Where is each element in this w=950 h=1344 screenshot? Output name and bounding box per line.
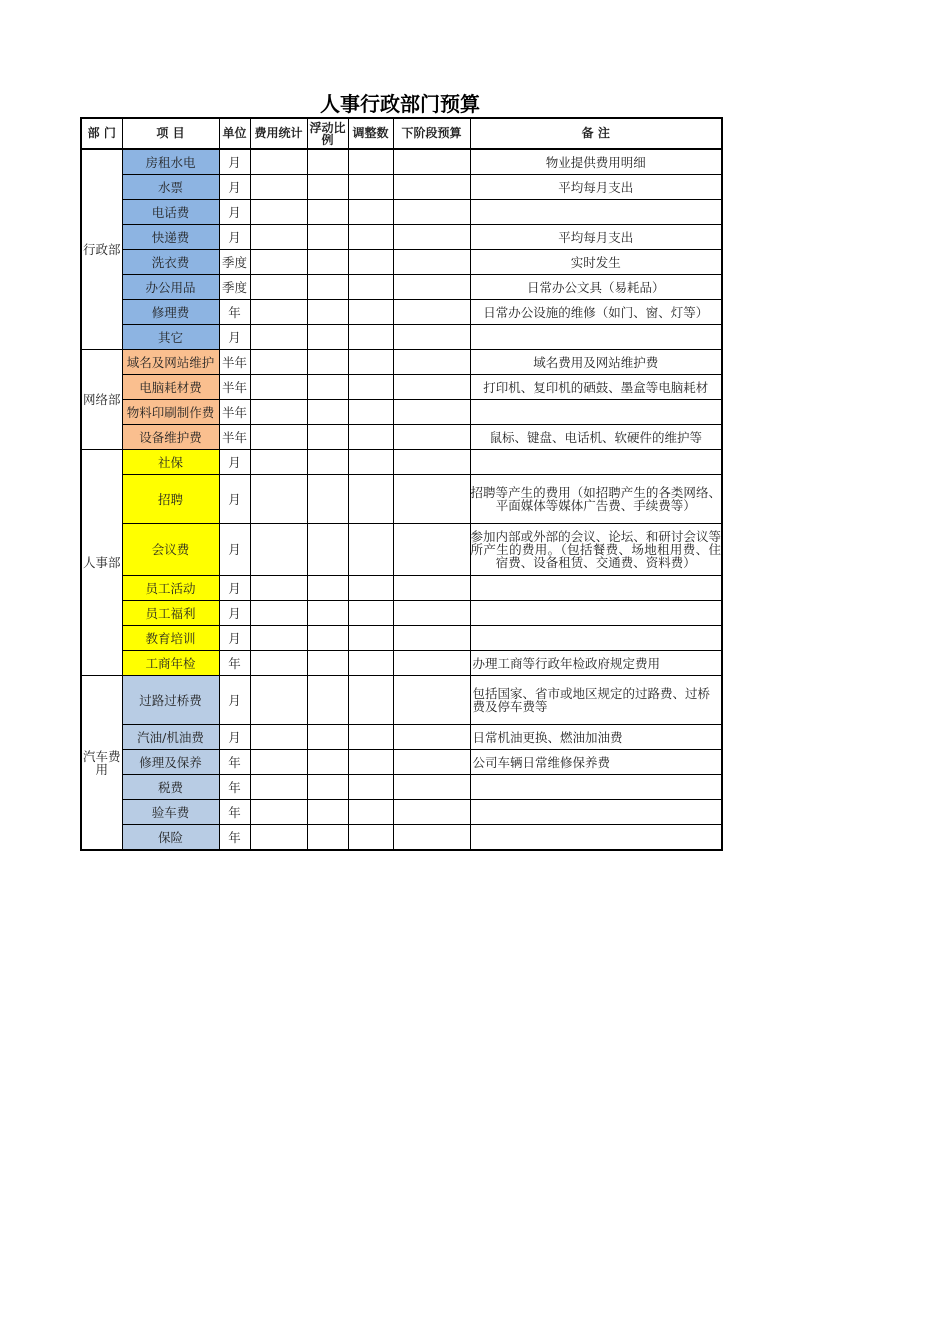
remark-cell[interactable]	[470, 325, 722, 350]
cost-cell[interactable]	[250, 300, 307, 325]
adjust-cell[interactable]	[348, 576, 393, 601]
ratio-cell[interactable]	[307, 800, 348, 825]
remark-cell[interactable]	[470, 825, 722, 851]
item-cell[interactable]: 税费	[122, 775, 219, 800]
table-row	[81, 651, 722, 676]
cost-cell[interactable]	[250, 225, 307, 250]
next-budget-cell[interactable]	[393, 425, 470, 450]
remark-cell[interactable]: 打印机、复印机的硒鼓、墨盒等电脑耗材	[470, 375, 722, 400]
ratio-cell[interactable]	[307, 651, 348, 676]
next-budget-cell[interactable]	[393, 576, 470, 601]
table-row	[81, 175, 722, 200]
ratio-cell[interactable]	[307, 300, 348, 325]
unit-cell[interactable]: 半年	[219, 425, 250, 450]
header-unit[interactable]: 单位	[219, 118, 250, 149]
table-row	[81, 825, 722, 851]
remark-cell[interactable]: 办理工商等行政年检政府规定费用	[470, 651, 722, 676]
table-row	[81, 800, 722, 825]
header-row	[81, 118, 722, 149]
adjust-cell[interactable]	[348, 300, 393, 325]
ratio-cell[interactable]	[307, 725, 348, 750]
table-row	[81, 750, 722, 775]
next-budget-cell[interactable]	[393, 475, 470, 524]
next-budget-cell[interactable]	[393, 400, 470, 425]
next-budget-cell[interactable]	[393, 250, 470, 275]
unit-cell[interactable]: 季度	[219, 250, 250, 275]
unit-cell[interactable]: 月	[219, 225, 250, 250]
dept-cell-admin[interactable]: 行政部	[81, 149, 122, 350]
next-budget-cell[interactable]	[393, 601, 470, 626]
header-cost-stat[interactable]: 费用统计	[250, 118, 307, 149]
cost-cell[interactable]	[250, 601, 307, 626]
adjust-cell[interactable]	[348, 225, 393, 250]
next-budget-cell[interactable]	[393, 300, 470, 325]
remark-cell[interactable]	[470, 626, 722, 651]
next-budget-cell[interactable]	[393, 800, 470, 825]
adjust-cell[interactable]	[348, 626, 393, 651]
adjust-cell[interactable]	[348, 275, 393, 300]
unit-cell[interactable]: 月	[219, 200, 250, 225]
item-cell[interactable]: 洗衣费	[122, 250, 219, 275]
item-cell[interactable]: 电话费	[122, 200, 219, 225]
item-cell[interactable]: 物料印刷制作费	[122, 400, 219, 425]
remark-cell[interactable]: 实时发生	[470, 250, 722, 275]
next-budget-cell[interactable]	[393, 524, 470, 576]
unit-cell[interactable]: 半年	[219, 375, 250, 400]
cost-cell[interactable]	[250, 676, 307, 725]
table-row	[81, 475, 722, 524]
remark-cell[interactable]: 包括国家、省市或地区规定的过路费、过桥费及停车费等	[470, 676, 722, 725]
item-cell[interactable]: 汽油/机油费	[122, 725, 219, 750]
cost-cell[interactable]	[250, 750, 307, 775]
item-cell[interactable]: 电脑耗材费	[122, 375, 219, 400]
remark-cell[interactable]: 参加内部或外部的会议、论坛、和研讨会议等所产生的费用。（包括餐费、场地租用费、住宿费、设备租赁、交通费、资料费）	[470, 524, 722, 576]
remark-cell[interactable]: 日常机油更换、燃油加油费	[470, 725, 722, 750]
table-row	[81, 775, 722, 800]
item-cell[interactable]: 验车费	[122, 800, 219, 825]
next-budget-cell[interactable]	[393, 450, 470, 475]
ratio-cell[interactable]	[307, 275, 348, 300]
budget-table	[80, 117, 723, 851]
unit-cell[interactable]: 半年	[219, 400, 250, 425]
ratio-cell[interactable]	[307, 175, 348, 200]
cost-cell[interactable]	[250, 775, 307, 800]
ratio-cell[interactable]	[307, 375, 348, 400]
unit-cell[interactable]: 半年	[219, 350, 250, 375]
remark-cell[interactable]: 物业提供费用明细	[470, 149, 722, 175]
item-cell[interactable]: 过路过桥费	[122, 676, 219, 725]
table-row	[81, 601, 722, 626]
cost-cell[interactable]	[250, 350, 307, 375]
ratio-cell[interactable]	[307, 450, 348, 475]
adjust-cell[interactable]	[348, 175, 393, 200]
header-next-budget[interactable]: 下阶段预算	[393, 118, 470, 149]
cost-cell[interactable]	[250, 475, 307, 524]
table-row	[81, 325, 722, 350]
item-cell[interactable]: 员工福利	[122, 601, 219, 626]
table-row	[81, 149, 722, 175]
unit-cell[interactable]: 月	[219, 149, 250, 175]
ratio-cell[interactable]	[307, 576, 348, 601]
table-row	[81, 225, 722, 250]
header-dept[interactable]: 部 门	[81, 118, 122, 149]
remark-cell[interactable]	[470, 450, 722, 475]
adjust-cell[interactable]	[348, 149, 393, 175]
sheet-title: 人事行政部门预算	[320, 92, 480, 116]
ratio-cell[interactable]	[307, 676, 348, 725]
table-row	[81, 676, 722, 725]
adjust-cell[interactable]	[348, 350, 393, 375]
adjust-cell[interactable]	[348, 425, 393, 450]
ratio-cell[interactable]	[307, 400, 348, 425]
unit-cell[interactable]: 年	[219, 300, 250, 325]
adjust-cell[interactable]	[348, 375, 393, 400]
next-budget-cell[interactable]	[393, 350, 470, 375]
unit-cell[interactable]: 月	[219, 626, 250, 651]
item-cell[interactable]: 房租水电	[122, 149, 219, 175]
cost-cell[interactable]	[250, 375, 307, 400]
ratio-cell[interactable]	[307, 250, 348, 275]
dept-cell-hr[interactable]: 人事部	[81, 450, 122, 676]
ratio-cell[interactable]	[307, 225, 348, 250]
item-cell[interactable]: 教育培训	[122, 626, 219, 651]
ratio-cell[interactable]	[307, 601, 348, 626]
cost-cell[interactable]	[250, 524, 307, 576]
item-cell[interactable]: 社保	[122, 450, 219, 475]
unit-cell[interactable]: 月	[219, 325, 250, 350]
dept-cell-network[interactable]: 网络部	[81, 350, 122, 450]
adjust-cell[interactable]	[348, 250, 393, 275]
unit-cell[interactable]: 年	[219, 825, 250, 851]
adjust-cell[interactable]	[348, 524, 393, 576]
cost-cell[interactable]	[250, 450, 307, 475]
table-row	[81, 576, 722, 601]
ratio-cell[interactable]	[307, 775, 348, 800]
table-row	[81, 450, 722, 475]
item-cell[interactable]: 会议费	[122, 524, 219, 576]
cost-cell[interactable]	[250, 400, 307, 425]
unit-cell[interactable]: 月	[219, 475, 250, 524]
remark-cell[interactable]: 公司车辆日常维修保养费	[470, 750, 722, 775]
table-row	[81, 425, 722, 450]
cost-cell[interactable]	[250, 626, 307, 651]
remark-cell[interactable]: 日常办公文具（易耗品）	[470, 275, 722, 300]
cost-cell[interactable]	[250, 800, 307, 825]
cost-cell[interactable]	[250, 275, 307, 300]
adjust-cell[interactable]	[348, 200, 393, 225]
ratio-cell[interactable]	[307, 325, 348, 350]
remark-cell[interactable]	[470, 576, 722, 601]
adjust-cell[interactable]	[348, 800, 393, 825]
adjust-cell[interactable]	[348, 475, 393, 524]
adjust-cell[interactable]	[348, 750, 393, 775]
next-budget-cell[interactable]	[393, 325, 470, 350]
table-row	[81, 250, 722, 275]
unit-cell[interactable]: 季度	[219, 275, 250, 300]
next-budget-cell[interactable]	[393, 275, 470, 300]
next-budget-cell[interactable]	[393, 375, 470, 400]
remark-cell[interactable]: 鼠标、键盘、电话机、软硬件的维护等	[470, 425, 722, 450]
adjust-cell[interactable]	[348, 601, 393, 626]
cost-cell[interactable]	[250, 149, 307, 175]
cost-cell[interactable]	[250, 825, 307, 851]
ratio-cell[interactable]	[307, 750, 348, 775]
table-row	[81, 350, 722, 375]
ratio-cell[interactable]	[307, 524, 348, 576]
header-remark[interactable]: 备 注	[470, 118, 722, 149]
table-row	[81, 300, 722, 325]
remark-cell[interactable]: 平均每月支出	[470, 175, 722, 200]
ratio-cell[interactable]	[307, 475, 348, 524]
ratio-cell[interactable]	[307, 825, 348, 851]
adjust-cell[interactable]	[348, 400, 393, 425]
unit-cell[interactable]: 月	[219, 676, 250, 725]
dept-cell-vehicle[interactable]: 汽车费用	[81, 676, 122, 851]
remark-cell[interactable]	[470, 601, 722, 626]
ratio-cell[interactable]	[307, 350, 348, 375]
remark-cell[interactable]: 域名费用及网站维护费	[470, 350, 722, 375]
next-budget-cell[interactable]	[393, 676, 470, 725]
cost-cell[interactable]	[250, 576, 307, 601]
item-cell[interactable]: 招聘	[122, 475, 219, 524]
item-cell[interactable]: 员工活动	[122, 576, 219, 601]
cost-cell[interactable]	[250, 175, 307, 200]
table-row	[81, 524, 722, 576]
cost-cell[interactable]	[250, 250, 307, 275]
remark-cell[interactable]: 日常办公设施的维修（如门、窗、灯等）	[470, 300, 722, 325]
adjust-cell[interactable]	[348, 450, 393, 475]
unit-cell[interactable]: 年	[219, 800, 250, 825]
unit-cell[interactable]: 月	[219, 576, 250, 601]
unit-cell[interactable]: 月	[219, 175, 250, 200]
item-cell[interactable]: 快递费	[122, 225, 219, 250]
table-row	[81, 400, 722, 425]
item-cell[interactable]: 水票	[122, 175, 219, 200]
item-cell[interactable]: 办公用品	[122, 275, 219, 300]
unit-cell[interactable]: 年	[219, 775, 250, 800]
table-row	[81, 200, 722, 225]
table-row	[81, 725, 722, 750]
item-cell[interactable]: 设备维护费	[122, 425, 219, 450]
unit-cell[interactable]: 年	[219, 750, 250, 775]
unit-cell[interactable]: 月	[219, 601, 250, 626]
remark-cell[interactable]	[470, 200, 722, 225]
unit-cell[interactable]: 月	[219, 450, 250, 475]
next-budget-cell[interactable]	[393, 626, 470, 651]
unit-cell[interactable]: 月	[219, 725, 250, 750]
next-budget-cell[interactable]	[393, 725, 470, 750]
cost-cell[interactable]	[250, 425, 307, 450]
ratio-cell[interactable]	[307, 626, 348, 651]
next-budget-cell[interactable]	[393, 825, 470, 851]
ratio-cell[interactable]	[307, 200, 348, 225]
next-budget-cell[interactable]	[393, 225, 470, 250]
next-budget-cell[interactable]	[393, 149, 470, 175]
ratio-cell[interactable]	[307, 425, 348, 450]
remark-cell[interactable]	[470, 775, 722, 800]
item-cell[interactable]: 域名及网站维护	[122, 350, 219, 375]
item-cell[interactable]: 工商年检	[122, 651, 219, 676]
item-cell[interactable]: 保险	[122, 825, 219, 851]
next-budget-cell[interactable]	[393, 750, 470, 775]
item-cell[interactable]: 修理费	[122, 300, 219, 325]
adjust-cell[interactable]	[348, 325, 393, 350]
adjust-cell[interactable]	[348, 775, 393, 800]
next-budget-cell[interactable]	[393, 200, 470, 225]
header-adjust[interactable]: 调整数	[348, 118, 393, 149]
ratio-cell[interactable]	[307, 149, 348, 175]
item-cell[interactable]: 其它	[122, 325, 219, 350]
remark-cell[interactable]	[470, 800, 722, 825]
remark-cell[interactable]: 招聘等产生的费用（如招聘产生的各类网络、平面媒体等媒体广告费、手续费等）	[470, 475, 722, 524]
unit-cell[interactable]: 年	[219, 651, 250, 676]
header-float-ratio[interactable]: 浮动比例	[307, 118, 348, 149]
cost-cell[interactable]	[250, 725, 307, 750]
item-cell[interactable]: 修理及保养	[122, 750, 219, 775]
cost-cell[interactable]	[250, 325, 307, 350]
table-row	[81, 626, 722, 651]
next-budget-cell[interactable]	[393, 175, 470, 200]
remark-cell[interactable]	[470, 400, 722, 425]
next-budget-cell[interactable]	[393, 775, 470, 800]
next-budget-cell[interactable]	[393, 651, 470, 676]
adjust-cell[interactable]	[348, 651, 393, 676]
adjust-cell[interactable]	[348, 676, 393, 725]
remark-cell[interactable]: 平均每月支出	[470, 225, 722, 250]
adjust-cell[interactable]	[348, 825, 393, 851]
cost-cell[interactable]	[250, 651, 307, 676]
table-row	[81, 275, 722, 300]
header-item[interactable]: 项 目	[122, 118, 219, 149]
adjust-cell[interactable]	[348, 725, 393, 750]
unit-cell[interactable]: 月	[219, 524, 250, 576]
table-row	[81, 375, 722, 400]
cost-cell[interactable]	[250, 200, 307, 225]
